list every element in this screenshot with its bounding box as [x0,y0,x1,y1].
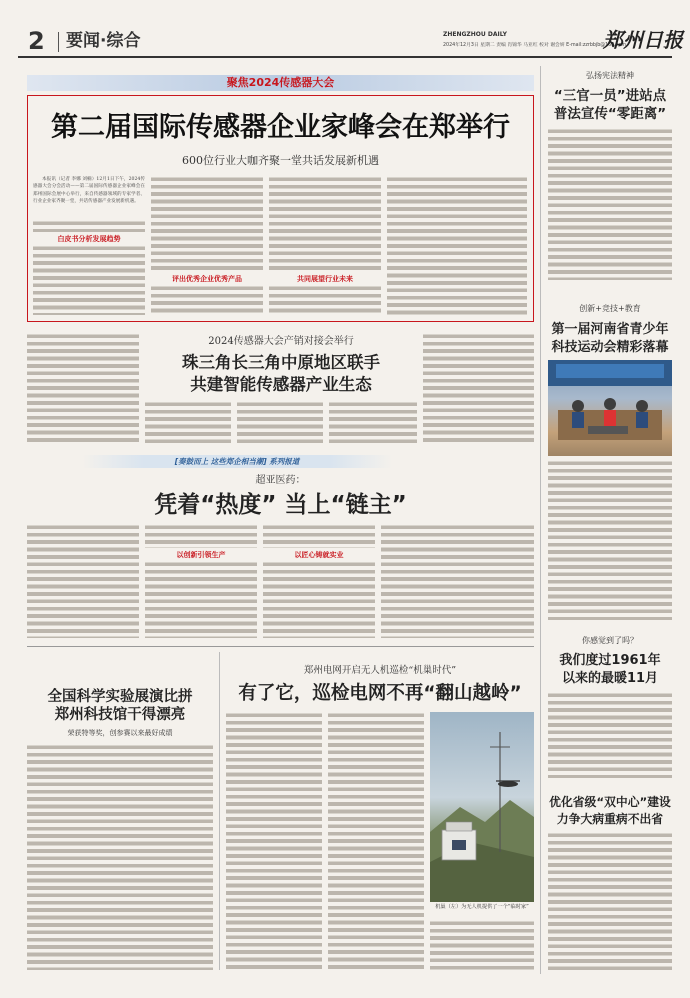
right-c-title-line2: 以来的最暖11月 [561,671,659,686]
story-3-col-3b [263,561,375,638]
column-divider [219,652,220,970]
section-divider [27,646,534,647]
main-col-3-text [269,176,381,272]
story-4-title-line2: 郑州科技馆干得漂亮 [54,707,186,723]
story-3-col-4 [381,524,534,638]
right-d-body [548,832,672,970]
main-subhead-1: 白皮书分析发展趋势 [57,235,121,243]
story-2 [27,333,534,445]
drone-nest-photo [430,712,534,902]
story-3 [27,474,534,640]
date-line: 2024年12月3日 星期二 责编 肖锦华 马亚红 校对 谢会妍 E-mail:zzrbbjb@163.com [443,43,627,48]
story-4 [27,652,213,974]
section-title: 要闻·综合 [66,31,141,51]
tech-games-photo [548,360,672,456]
story-2-kicker: 2024传感器大会产销对接会举行 [208,336,354,347]
story-5 [226,652,534,974]
right-c-body [548,692,672,778]
paper-logo: 郑州日报 [603,28,683,52]
story-3-subhead-2: 以匠心铸就实业 [294,551,344,559]
right-b-kicker: 创新+竞技+教育 [579,304,641,313]
series-banner-text: [奏鼓而上 这些郑企相当潮] 系列报道 [174,457,300,466]
story-5-col-1 [226,712,322,970]
right-b-title-line1: 第一届河南省青少年 [551,322,669,337]
main-col-2-text-2 [151,285,263,315]
story-2-col-3 [237,401,323,443]
right-a-kicker: 弘扬宪法精神 [586,71,634,80]
story-4-subtitle: 荣获特等奖，创参赛以来最好成绩 [67,729,173,737]
story-5-title: 有了它，巡检电网不再“翻山越岭” [238,683,522,704]
story-2-title-line2: 共建智能传感器产业生态 [190,375,372,394]
story-3-kicker: 超亚医药： [255,475,306,486]
story-3-col-3 [263,524,375,548]
main-subhead-3: 共同展望行业未来 [297,275,353,283]
main-subtitle: 600位行业大咖齐聚一堂共话发展新机遇 [182,154,379,167]
right-b-title-line2: 科技运动会精彩落幕 [551,340,669,355]
masthead-rule [18,56,672,58]
story-5-col-3 [430,920,534,970]
main-story [27,75,534,322]
right-story-b [548,296,672,626]
masthead [18,27,683,55]
right-c-kicker: 你感觉到了吗？ [582,636,638,645]
main-col-3-text-2 [269,285,381,315]
story-5-kicker: 郑州电网开启无人机巡检“机巢时代” [303,665,457,676]
right-story-c [548,632,672,782]
story-3-col-2b [145,561,257,638]
main-lead [33,176,145,218]
main-title: 第二届国际传感器企业家峰会在郑举行 [51,112,510,143]
right-a-title-line1: “三官一员”进站点 [553,88,667,104]
story-2-col-4 [329,401,417,443]
story-3-title: 凭着“热度” 当上“链主” [154,492,407,518]
right-d-title-line2: 力争大病重病不出省 [556,812,664,826]
right-c-title-line1: 我们度过1961年 [559,653,661,668]
right-a-body [548,128,672,280]
story-2-left-col [27,333,139,443]
story-2-title-line1: 珠三角长三角中原地区联手 [182,353,380,372]
right-story-d [548,790,672,974]
page-number: 2 [28,27,45,55]
story-4-body [27,744,213,970]
right-d-title-line1: 优化省级“双中心”建设 [549,795,671,809]
page-number-divider [58,32,59,52]
story-4-title-line1: 全国科学实验展演比拼 [47,689,193,705]
right-a-title-line2: 普法宣传“零距离” [553,106,667,122]
story-3-col-2 [145,524,257,548]
story-5-col-2 [328,712,424,970]
drone-photo-art [430,712,534,902]
main-lead-text: 本报讯（记者 李娜 刘楠）12月1日下午，2024传感器大会分会活动——第二届国际传感器企业家峰会在郑州国际会展中心举行，来自传感器领域的专家学者、行业企业家齐聚一堂，共话传感器产业发展新机遇。 [33,177,145,205]
story-3-subhead-1: 以创新引领生产 [176,551,226,559]
drone-photo-caption: 机巢（左）为无人机提供了一个“临时家” [435,904,529,910]
story-3-col-1 [27,524,139,638]
main-kicker: 聚焦2024传感器大会 [226,76,335,89]
right-story-a [548,66,672,286]
main-subhead-2: 评出优秀企业优秀产品 [172,275,242,283]
main-col-1-text-2 [33,245,145,315]
paper-name-en: ZHENGZHOU DAILY [443,31,507,38]
story-2-col-2 [145,401,231,443]
main-col-4-text [387,176,527,315]
main-col-2-text [151,176,263,272]
story-2-right-col [423,333,534,443]
right-b-body [548,460,672,620]
main-col-1-text [33,220,145,232]
series-banner [82,455,392,468]
right-column-divider [540,66,541,974]
tech-games-photo-art [548,360,672,456]
